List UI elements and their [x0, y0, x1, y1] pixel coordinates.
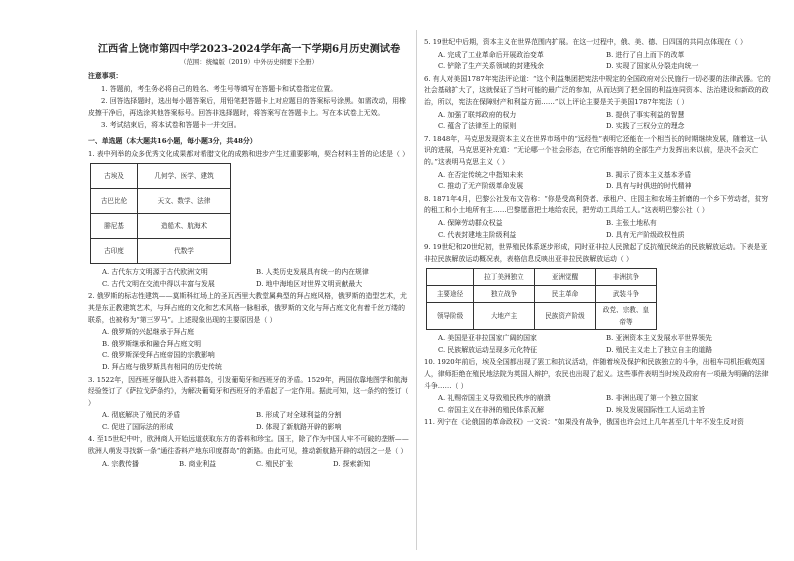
option: A. 在否定传统之中指知未来	[438, 170, 524, 179]
option: B. 商业利益	[179, 459, 217, 468]
right-column	[424, 36, 774, 430]
option: A. 美国是亚非拉国家广阔的国家	[438, 334, 537, 343]
table-header	[427, 269, 474, 286]
question-4-options	[88, 459, 410, 471]
table-row	[91, 164, 231, 189]
table-cell: 几何学、医学、建筑	[138, 164, 231, 189]
option: A. 保障劳动群众权益	[438, 218, 503, 227]
option: D. 殖民主义走上了独立自主的道路	[606, 345, 713, 354]
question-9-stem: 9. 19世纪和20世纪初，世界殖民体系逐步形成，同时亚非拉人民掀起了反抗殖民统治的民族解放运动。下表是亚非拉民族解放运动概况表，表格信息反映出亚非拉民族解放运动（ ）	[424, 243, 768, 263]
question-9-table	[426, 268, 657, 330]
option: C. 铲除了生产关系领域的封建残余	[438, 62, 544, 71]
option: B. 亚洲资本主义发展水平世界领先	[606, 334, 712, 343]
table-row	[427, 303, 657, 330]
option: C. 帝国主义在非洲的殖民体系瓦解	[438, 405, 544, 414]
option: C. 蕴含了法律至上的原则	[438, 122, 517, 131]
table-cell: 主要途径	[427, 286, 474, 303]
option: D. 地中海地区对世界文明贡献最大	[256, 279, 363, 288]
option: B. 提供了事实利益的智慧	[606, 110, 685, 119]
option: C. 民族解放运动呈现多元化特征	[438, 345, 537, 354]
option: B. 形成了对全球利益的分割	[256, 411, 342, 420]
question-5-options	[424, 50, 774, 73]
option: C. 古代文明在交流中得以丰富与发展	[102, 279, 215, 288]
question-4-stem: 4. 至15世纪中叶，欧洲商人开始远道获取东方的香料和珍宝。国王，除了作为中国人牢不可破的垄断——欧洲人萌发寻找新一条“通往香料产地东印度群岛”的新路。由此可见，推动新航路开辟的动因之一是（ ）	[88, 435, 409, 456]
table-cell: 民主革命	[535, 286, 596, 303]
question-2-stem: 2. 俄罗斯的标志性建筑——莫斯科红场上的圣瓦西里大教堂属典型的拜占庭风格，俄罗斯的造型艺术，尤其是东正教建筑艺术，与拜占庭的文化和艺术风格一脉相承，俄罗斯的文化与拜占庭文化有着千丝万缕的联系，也被称为“第三罗马”。上述现象出现的主要原因是（ ）	[88, 292, 407, 324]
table-row	[427, 286, 657, 303]
table-cell: 代数学	[138, 239, 231, 264]
table-cell: 大地产主	[474, 303, 535, 330]
option: B. 进行了自上而下的改革	[606, 50, 685, 59]
question-10-stem: 10. 1920年前后，埃及全国都出现了罢工和抗议活动，伴随着埃及保护和民族独立的斗争，出租车司机拒载英国人，律师拒绝在殖民地法院为英国人辩护，农民也出现了起义。这些事件表明当时埃及政府有一项最为明确的法律斗争……（ ）	[424, 358, 769, 390]
option: B. 非洲出现了第一个独立国家	[606, 394, 699, 403]
question-1-table	[90, 163, 231, 264]
question-2-options	[88, 327, 410, 373]
notes-heading: 注意事项：	[88, 72, 123, 80]
question-3-options	[88, 410, 410, 433]
option: B. 俄罗斯继承和融合拜占庭文明	[102, 339, 202, 348]
option: C. 促进了国际法的形成	[102, 422, 174, 431]
table-row	[91, 214, 231, 239]
table-cell: 古印度	[91, 239, 138, 264]
question-7-stem: 7. 1848年，马克思发现资本主义在世界市场中的“远经性”表明它还能在一个相当长的时期继续发展，随着这一认识的进展，马克思更补充道：“无论哪一个社会形态，在它所能容纳的全部生产力发挥出来以前，是决不会灭亡的。”这表明马克思主义（ ）	[424, 134, 768, 166]
option: B. 揭示了资本主义基本矛盾	[606, 170, 692, 179]
table-cell: 政党、宗教、皇帝等	[596, 303, 657, 330]
option: B. 人类历史发展具有统一的内在规律	[256, 268, 369, 277]
option: C. 俄罗斯深受拜占庭帝国的宗教影响	[102, 351, 215, 360]
question-5-stem: 5. 19世纪中后期，资本主义在世界范围内扩展。在这一过程中，俄、美、德、日四国的共同点体现在（ ）	[424, 38, 747, 46]
table-cell: 古埃及	[91, 164, 138, 189]
table-cell: 古巴比伦	[91, 189, 138, 214]
note-item: 3. 考试结束后，将本试卷和答题卡一并交回。	[101, 121, 241, 130]
question-8-stem: 8. 1871年4月，巴黎公社发布文告称：“你是受高利贷者、承租户、庄园主和农场主折磨的一个乡下劳动者，贫穷的租工和小土地所有主……巴黎愿意把土地给农民，把劳动工具给工人。”这表明巴黎公社（ ）	[424, 194, 769, 215]
option: D. 实践了三权分立的理念	[606, 122, 685, 131]
option: D. 实现了国家从分裂走向统一	[606, 62, 699, 71]
table-header: 拉丁美洲独立	[474, 269, 535, 286]
question-3-stem: 3. 1522年，因西班牙舰队进入香料群岛，引发葡萄牙和西班牙的矛盾。1529年，两国依靠地图学和航海经验签订了《萨拉戈萨条约》，为解决葡萄牙和西班牙的矛盾起了一定作用。据此可知，这一条约的签订（ ）	[88, 375, 409, 407]
question-10-options	[424, 393, 774, 416]
option: D. 具有与时俱进的时代精神	[606, 182, 692, 191]
option: A. 礼赐帝国主义导致殖民秩序的崩溃	[438, 394, 551, 403]
section-heading: 一、单选题（本大题共16小题，每小题3分，共48分）	[88, 136, 257, 145]
option: C. 推动了无产阶级革命发展	[438, 182, 524, 191]
table-header: 亚洲觉醒	[535, 269, 596, 286]
option: A. 宗教传播	[102, 459, 139, 468]
option: A. 彻底解决了殖民的矛盾	[102, 411, 181, 420]
exam-subtitle: （范围：统编版（2019）中外历史纲要下全册）	[180, 58, 318, 66]
question-8-options	[424, 218, 774, 241]
option: A. 完成了工业革命后开展政治变革	[438, 50, 544, 59]
option: C. 殖民扩张	[256, 459, 293, 468]
option: A. 古代东方文明源于古代欧洲文明	[102, 268, 208, 277]
note-item: 1. 答题前，考生务必将自己的姓名、考生号等填写在答题卡和试卷指定位置。	[101, 84, 338, 93]
question-7-options	[424, 170, 774, 193]
left-column	[88, 36, 410, 470]
question-6-options	[424, 110, 774, 133]
option: C. 代表封建地主阶级利益	[438, 230, 517, 239]
option: D. 具有无产阶级政权性质	[606, 230, 685, 239]
option: A. 加强了联邦政府的权力	[438, 110, 517, 119]
column-divider	[416, 30, 417, 550]
table-cell: 造船术、航海术	[138, 214, 231, 239]
table-cell: 天文、数学、法律	[138, 189, 231, 214]
option: D. 拜占庭与俄罗斯具有相同的历史传统	[102, 362, 222, 371]
table-cell: 领导阶级	[427, 303, 474, 330]
table-cell: 武装斗争	[596, 286, 657, 303]
question-6-stem: 6. 有人对美国1787年宪法评论道：“这个利益集团把宪法中规定的全国政府对公民施行一切必要的法律武器。它的社会基础扩大了，这就保证了当时可能的最广泛的参加，从而达到了把全国的利益连同资本、法治建设和新政的政治，所以，宪法在保障财产和利益方面……”以上评论主要是关于美国1787年宪法（ ）	[424, 74, 771, 106]
question-9-options	[424, 333, 774, 356]
table-cell: 腓尼基	[91, 214, 138, 239]
option: D. 探索新知	[333, 459, 371, 468]
table-row	[91, 239, 231, 264]
table-header: 非洲抗争	[596, 269, 657, 286]
option: D. 体现了新航路开辟的影响	[256, 422, 342, 431]
table-header-row	[427, 269, 657, 286]
table-row	[91, 189, 231, 214]
table-cell: 独立战争	[474, 286, 535, 303]
question-11-stem: 11. 列宁在《论俄国的革命政权》一文说：“如果没有战争，俄国也许会过上几年甚至几十年不发生反对资	[424, 418, 744, 427]
question-1-options	[88, 267, 410, 290]
option: A. 俄罗斯的兴起继承于拜占庭	[102, 328, 195, 337]
option: B. 主张土地私有	[606, 218, 657, 227]
note-item: 2. 回答选择题时，选出每小题答案后，用铅笔把答题卡上对应题目的答案标号涂黑。如需改动，用橡皮擦干净后，再选涂其他答案标号。回答非选择题时，将答案写在答题卡上。写在本试卷上无效。	[88, 97, 407, 117]
table-cell: 民族资产阶级	[535, 303, 596, 330]
exam-title: 江西省上饶市第四中学2023-2024学年高一下学期6月历史测试卷	[97, 43, 401, 55]
option: D. 埃及发展国际性工人运动主旨	[606, 405, 706, 414]
question-1-stem: 1. 表中列举的众多优秀文化成果都对希腊文化的成熟和进步产生过重要影响，契合材料主旨的论述是（ ）	[88, 149, 410, 158]
